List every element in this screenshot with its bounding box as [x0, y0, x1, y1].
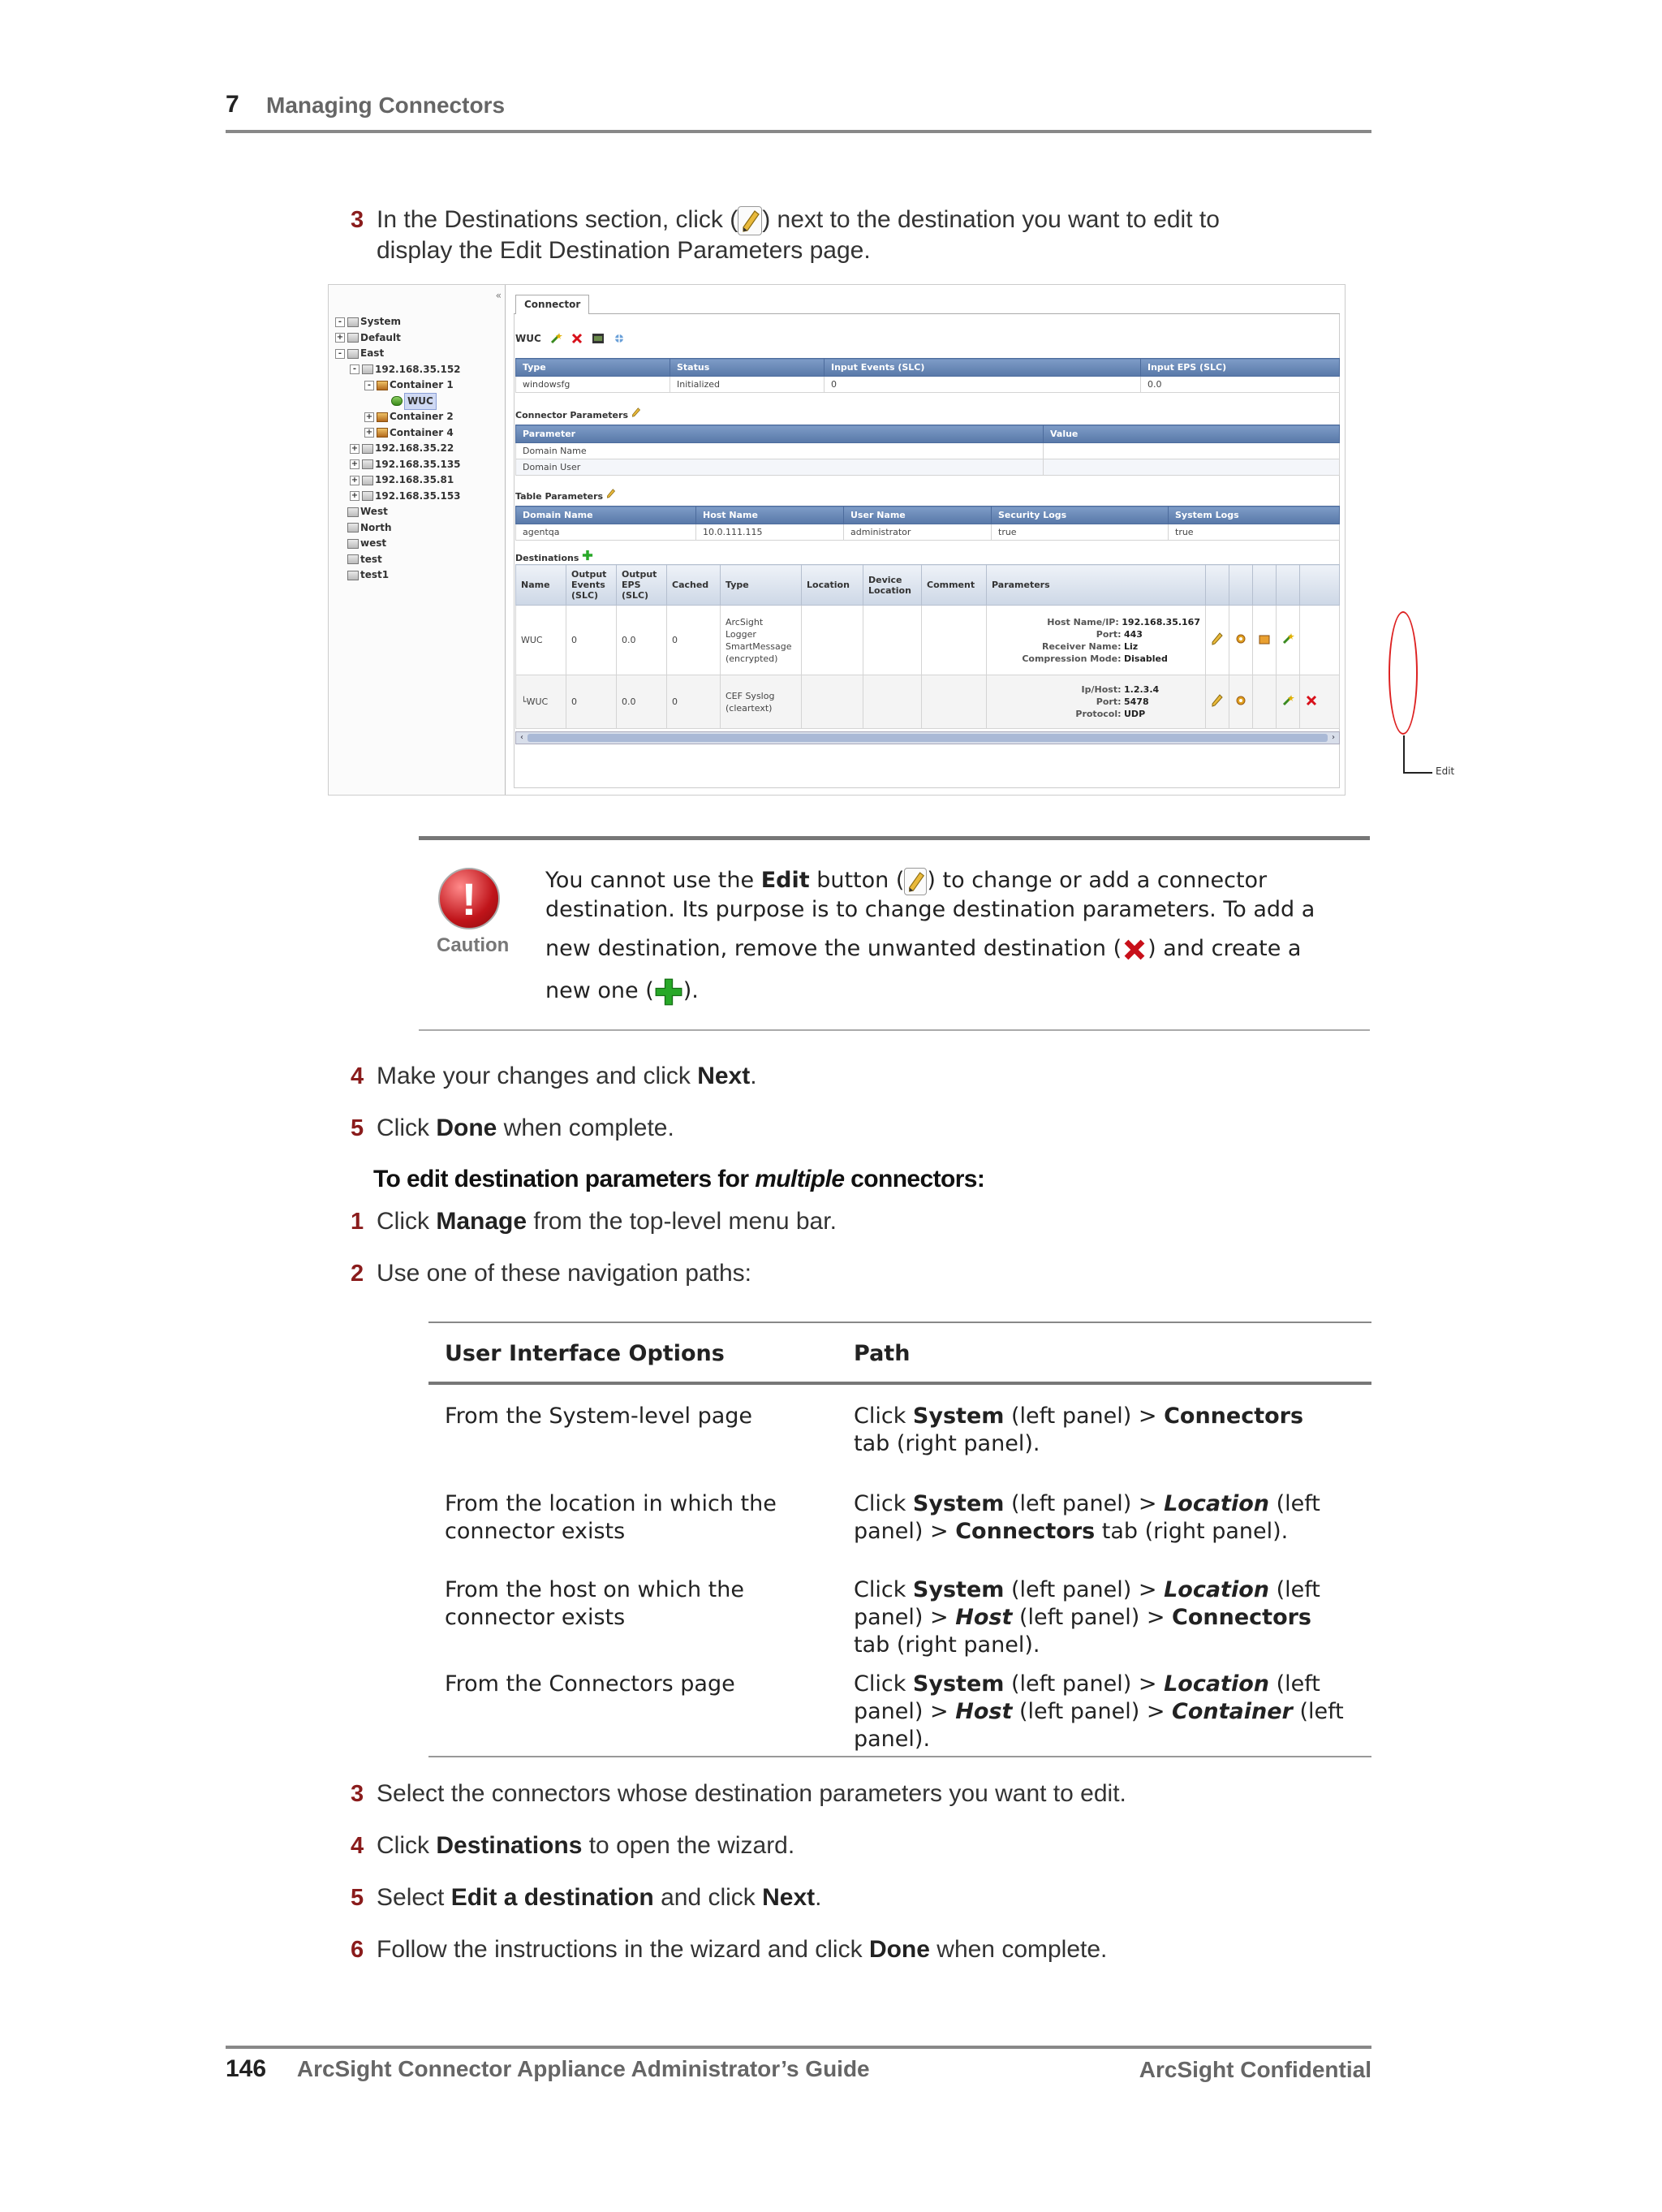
- tab-bar: [514, 293, 1340, 314]
- scroll-right-icon[interactable]: ›: [1332, 733, 1335, 742]
- gear-icon[interactable]: [1234, 694, 1247, 707]
- destination-parameters: Ip/Host: 1.2.3.4 Port: 5478 Protocol: UDP: [987, 675, 1206, 729]
- tree-item[interactable]: [335, 346, 461, 362]
- expand-icon[interactable]: +: [351, 443, 359, 453]
- wand-icon[interactable]: [1281, 632, 1294, 645]
- ui-option-cell: From the Connectors page: [445, 1671, 735, 1697]
- tree-item[interactable]: [335, 377, 461, 394]
- path-cell: Click System (left panel) > Location (left panel) > Connectors tab (right panel).: [854, 1491, 1320, 1544]
- tree-item[interactable]: [335, 567, 461, 584]
- edit-pencil-icon: [904, 868, 927, 895]
- location-icon: [347, 571, 359, 580]
- tree-item-label: Container 2: [390, 411, 454, 422]
- location-icon: [347, 317, 359, 327]
- destination-row[interactable]: └WUC 0 0.0 0 CEF Syslog (cleartext) Ip/Host: 1.2.3.4 Port: 5478 Protocol: UDP: [516, 675, 1340, 729]
- gear-icon[interactable]: [1234, 632, 1247, 645]
- location-icon: [347, 349, 359, 359]
- host-icon: [362, 491, 373, 501]
- right-panel: [507, 285, 1455, 795]
- expand-icon[interactable]: +: [351, 459, 359, 469]
- page-footer: [226, 2046, 1371, 2083]
- delete-icon[interactable]: [571, 332, 583, 345]
- step-5b: 5 Select Edit a destination and click Next.: [351, 1884, 822, 1911]
- left-panel: [329, 285, 506, 795]
- edit-pencil-icon[interactable]: [1211, 632, 1224, 645]
- system-tree: [335, 314, 461, 584]
- tree-item-label: West: [360, 506, 388, 517]
- caution-note: [419, 836, 1370, 1031]
- tree-item[interactable]: [335, 504, 461, 520]
- collapse-icon[interactable]: -: [350, 364, 360, 374]
- destinations-heading: Destinations: [515, 550, 593, 563]
- expand-icon[interactable]: +: [365, 412, 373, 421]
- wand-icon[interactable]: [1281, 694, 1294, 707]
- confidential-label: ArcSight Confidential: [1139, 2057, 1371, 2082]
- path-cell: Click System (left panel) > Connectors tab (right panel).: [854, 1404, 1304, 1456]
- location-icon: [347, 507, 359, 517]
- tree-item-label: Container 1: [390, 379, 454, 390]
- host-icon: [362, 364, 373, 374]
- delete-icon[interactable]: [1305, 694, 1318, 707]
- connector-parameters-heading: Connector Parameters: [515, 407, 641, 420]
- chapter-number: 7: [226, 91, 239, 118]
- table-bottom-rule: [428, 1756, 1371, 1757]
- step-6b: 6 Follow the instructions in the wizard and click Done when complete.: [351, 1936, 1108, 1963]
- edit-pencil-icon[interactable]: [631, 407, 641, 418]
- host-icon: [362, 459, 373, 469]
- container-icon: [377, 428, 388, 438]
- tree-item-label: test1: [360, 569, 390, 580]
- tree-item-label: 192.168.35.152: [375, 363, 461, 375]
- tree-item-label: WUC: [404, 393, 437, 411]
- step-1: 1 Click Manage from the top-level menu bar.: [351, 1208, 837, 1235]
- location-icon: [347, 523, 359, 533]
- tree-item[interactable]: [335, 457, 461, 473]
- procedure-title: To edit destination parameters for multiple connectors:: [373, 1166, 985, 1192]
- collapse-panel-icon[interactable]: «: [495, 290, 502, 301]
- tree-item[interactable]: [335, 441, 461, 457]
- location-icon: [347, 554, 359, 564]
- add-destination-icon[interactable]: [582, 550, 593, 561]
- tree-item-label: North: [360, 521, 392, 533]
- tree-item-label: 192.168.35.153: [375, 489, 461, 502]
- path-cell: Click System (left panel) > Location (left panel) > Host (left panel) > Connectors tab (right panel).: [854, 1577, 1320, 1658]
- edit-pencil-icon: [738, 206, 762, 235]
- host-icon: [362, 476, 373, 485]
- tree-item[interactable]: [335, 489, 461, 505]
- network-icon[interactable]: [613, 332, 626, 345]
- step-4: 4 Make your changes and click Next.: [351, 1063, 757, 1089]
- tree-item[interactable]: [335, 330, 461, 347]
- edit-pencil-icon[interactable]: [606, 488, 616, 499]
- tree-item-label: East: [360, 347, 385, 359]
- page-number: 146: [226, 2055, 267, 2082]
- location-icon: [347, 333, 359, 343]
- location-icon: [347, 539, 359, 549]
- tree-item-label: test: [360, 553, 382, 565]
- connector-name: WUC: [515, 333, 541, 344]
- step-2: 2 Use one of these navigation paths:: [351, 1260, 751, 1287]
- edit-pencil-icon[interactable]: [1211, 694, 1224, 707]
- delete-icon: [1122, 937, 1147, 963]
- tab-connector[interactable]: Connector: [515, 295, 589, 314]
- edit-callout-label: Edit: [1436, 765, 1455, 777]
- caution-icon: [437, 868, 510, 957]
- tree-item[interactable]: [335, 472, 461, 489]
- host-icon: [362, 444, 373, 454]
- container-icon: [377, 381, 388, 390]
- ui-option-cell: From the location in which the connector exists: [445, 1491, 777, 1544]
- tree-item[interactable]: [335, 520, 461, 537]
- caution-label: Caution: [437, 934, 510, 956]
- tree-item[interactable]: [335, 536, 461, 552]
- tree-item-label: 192.168.35.135: [375, 458, 461, 470]
- chapter-title: Managing Connectors: [266, 93, 506, 118]
- container-icon[interactable]: [1258, 632, 1271, 645]
- step-3b: 3 Select the connectors whose destination parameters you want to edit.: [351, 1780, 1126, 1807]
- console-icon[interactable]: [592, 332, 605, 345]
- tree-item[interactable]: [335, 409, 461, 425]
- tree-item[interactable]: [335, 362, 461, 378]
- tree-item[interactable]: [335, 552, 461, 568]
- step-3: 3 In the Destinations section, click ( ) next to the destination you want to edit to display the Edit Destination Parameters page.: [351, 206, 1220, 265]
- table-parameters-table: Domain Name Host Name User Name Security Logs System Logs agentqa 10.0.111.115 administrator true true: [515, 506, 1340, 541]
- caution-text: You cannot use the Edit button ( ) to change or add a connector destination. Its purpose is to change destination parameters. To add a new destination, remove the unwanted destination ( ) and create a new one ( ).: [545, 866, 1357, 1006]
- add-icon: [654, 977, 683, 1007]
- tree-item[interactable]: [335, 425, 461, 442]
- tree-item-label: System: [360, 316, 401, 327]
- container-icon: [377, 412, 388, 422]
- tree-item[interactable]: [335, 394, 461, 410]
- wand-icon[interactable]: [549, 332, 562, 345]
- collapse-icon[interactable]: -: [364, 381, 374, 390]
- edit-callout-oval: [1389, 611, 1418, 735]
- connector-parameters-table: Parameter Value Domain Name Domain User: [515, 425, 1340, 476]
- book-title: ArcSight Connector Appliance Administrator’s Guide: [296, 2056, 870, 2081]
- step-number: 3: [351, 207, 364, 233]
- destination-row[interactable]: WUC 0 0.0 0 ArcSight Logger SmartMessage (encrypted) Host Name/IP: 192.168.35.167 Port: 443 Receiver Name: Liz Compression Mode: Disabled: [516, 606, 1340, 675]
- tree-item-label: west: [360, 537, 387, 549]
- tree-item-label: Default: [360, 331, 401, 343]
- navigation-paths-table: [428, 1322, 1371, 1752]
- tree-item[interactable]: [335, 314, 461, 330]
- connector-toolbar: [515, 332, 626, 345]
- destinations-table: Name Output Events (SLC) Output EPS (SLC) Cached Type Location Device Location Comment Parameters WUC 0 0.0 0 ArcSight Logger SmartMessage (encrypted) Host Name/IP: 192.168.35.167 Port: 443 Receiver Name: Liz Compression Mode: Disabled └WUC 0 0.0 0 CEF Syslog (cleartext) Ip/Host: 1.2.3.4 Port: 5478 Protocol: UDP: [515, 564, 1340, 729]
- step-5: 5 Click Done when complete.: [351, 1115, 674, 1141]
- step-4b: 4 Click Destinations to open the wizard.: [351, 1832, 795, 1859]
- connector-screenshot: [328, 284, 1455, 796]
- horizontal-scrollbar[interactable]: [515, 731, 1340, 744]
- tree-item-label: 192.168.35.81: [375, 474, 454, 485]
- table-parameters-heading: Table Parameters: [515, 488, 616, 502]
- tree-item-label: Container 4: [390, 426, 454, 438]
- expand-icon[interactable]: +: [351, 491, 359, 501]
- scrollbar-thumb[interactable]: [527, 734, 1328, 742]
- scroll-left-icon[interactable]: ‹: [520, 733, 523, 742]
- table-header: User Interface Options Path: [428, 1323, 1371, 1385]
- page-header: [226, 91, 1371, 133]
- path-cell: Click System (left panel) > Location (left panel) > Host (left panel) > Container (left panel).: [854, 1671, 1344, 1752]
- tree-item-label: 192.168.35.22: [375, 442, 454, 454]
- expand-icon[interactable]: +: [365, 428, 373, 438]
- connector-icon: [391, 396, 403, 406]
- exclamation-icon: [438, 868, 500, 929]
- callout-line: [1403, 772, 1432, 774]
- status-table: Type Status Input Events (SLC) Input EPS (SLC) windowsfg Initialized 0 0.0: [515, 358, 1340, 393]
- ui-option-cell: From the host on which the connector exists: [445, 1577, 744, 1630]
- expand-icon[interactable]: +: [336, 333, 344, 343]
- collapse-icon[interactable]: -: [335, 349, 345, 359]
- ui-option-cell: From the System-level page: [445, 1404, 753, 1429]
- expand-icon[interactable]: +: [351, 475, 359, 485]
- callout-line: [1403, 735, 1405, 773]
- destination-parameters: Host Name/IP: 192.168.35.167 Port: 443 Receiver Name: Liz Compression Mode: Disabled: [987, 606, 1206, 675]
- collapse-icon[interactable]: -: [335, 317, 345, 327]
